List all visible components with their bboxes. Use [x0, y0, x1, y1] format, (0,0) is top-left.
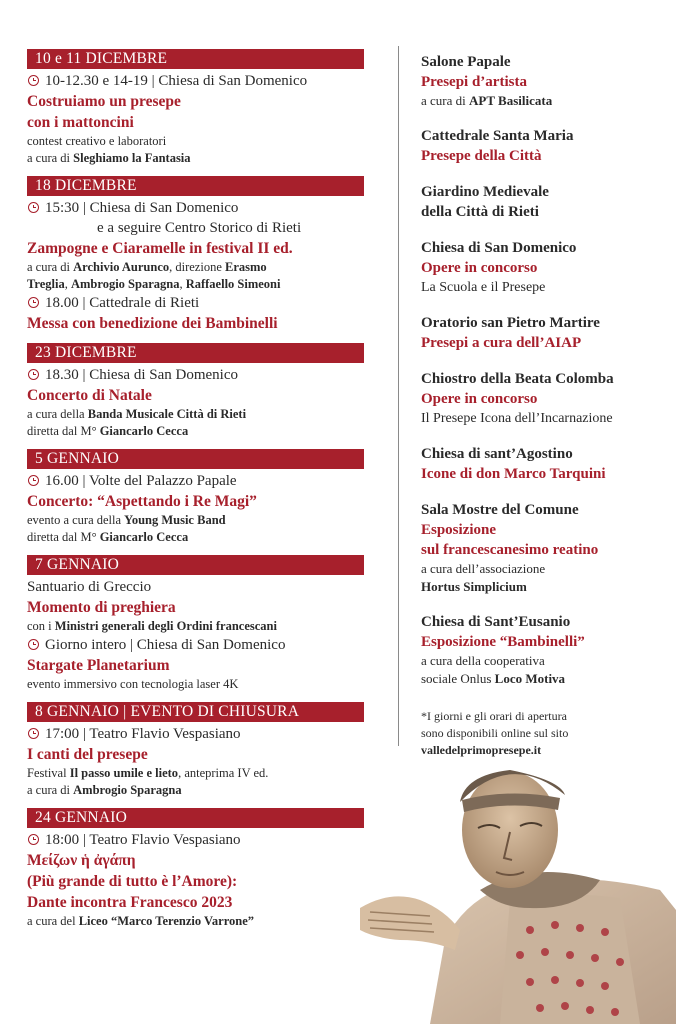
clock-icon: [28, 297, 39, 308]
venue-name: Oratorio san Pietro Martire: [421, 315, 600, 331]
event-credit: evento a cura della Young Music Band: [27, 513, 226, 527]
event-time-place: 18.00 | Cattedrale di Rieti: [27, 293, 364, 313]
venue-subtitle: La Scuola e il Presepe: [421, 280, 546, 295]
venue-exhibition: Esposizione: [421, 522, 497, 538]
event-title: Concerto: “Aspettando i Re Magi”: [27, 493, 257, 510]
venue-name: Salone Papale: [421, 54, 511, 70]
event-place: Santuario di Greccio: [27, 579, 152, 595]
event-time-place: 16.00 | Volte del Palazzo Papale: [27, 471, 364, 491]
venue-subtitle: Il Presepe Icona dell’Incarnazione: [421, 411, 613, 426]
venue-exhibition: Icone di don Marco Tarquini: [421, 466, 606, 482]
venue-exhibition: Esposizione “Bambinelli”: [421, 634, 585, 650]
venue-name: Sala Mostre del Comune: [421, 502, 579, 518]
venue-item: [421, 238, 666, 297]
event-credit: a cura di Ambrogio Sparagna: [27, 783, 182, 797]
event-credit: diretta dal M° Giancarlo Cecca: [27, 530, 189, 544]
venue-credit: Hortus Simplicium: [421, 579, 527, 594]
venue-name: Chiesa di Sant’Eusanio: [421, 614, 571, 630]
venue-credit: sociale Onlus Loco Motiva: [421, 671, 566, 686]
venue-item: [421, 500, 666, 596]
date-band: 7 GENNAIO: [27, 555, 364, 575]
event-title: Costruiamo un presepe: [27, 93, 181, 110]
event-credit: a cura di Sleghiamo la Fantasia: [27, 151, 191, 165]
clock-icon: [28, 75, 39, 86]
event-place-continued: e a seguire Centro Storico di Rieti: [97, 220, 302, 236]
venue-name: Chiostro della Beata Colomba: [421, 371, 614, 387]
event-note: evento immersivo con tecnologia laser 4K: [27, 677, 239, 691]
event-title: con i mattoncini: [27, 114, 134, 131]
venue-name: della Città di Rieti: [421, 204, 539, 220]
event-credit: Treglia, Ambrogio Sparagna, Raffaello Simeoni: [27, 277, 281, 291]
venue-item: [421, 369, 666, 428]
date-band: 24 GENNAIO: [27, 808, 364, 828]
event-title: Dante incontra Francesco 2023: [27, 894, 233, 911]
event-time-place: 18:00 | Teatro Flavio Vespasiano: [27, 830, 364, 850]
event-time-place: 18.30 | Chiesa di San Domenico: [27, 365, 364, 385]
event-title: I canti del presepe: [27, 746, 148, 763]
event-title: Concerto di Natale: [27, 387, 152, 404]
event-credit: a cura della Banda Musicale Città di Rieti: [27, 407, 247, 421]
event-credit: Festival Il passo umile e lieto, anteprima IV ed.: [27, 766, 269, 780]
venue-item: [421, 313, 666, 353]
venue-credit: a cura dell’associazione: [421, 561, 546, 576]
venue-exhibition: Opere in concorso: [421, 260, 538, 276]
venue-exhibition: Presepe della Città: [421, 148, 542, 164]
clock-icon: [28, 728, 39, 739]
date-band: 23 DICEMBRE: [27, 343, 364, 363]
event-time-place: 17:00 | Teatro Flavio Vespasiano: [27, 724, 364, 744]
venue-item: [421, 182, 666, 222]
events-column: [27, 49, 364, 930]
event-credit: diretta dal M° Giancarlo Cecca: [27, 424, 189, 438]
venue-exhibition: Opere in concorso: [421, 391, 538, 407]
date-band: 10 e 11 DICEMBRE: [27, 49, 364, 69]
clock-icon: [28, 639, 39, 650]
event-credit: a cura del Liceo “Marco Terenzio Varrone”: [27, 914, 255, 928]
footnote: *I giorni e gli orari di apertura sono disponibili online sul sito valledelprimopresepe.it: [421, 708, 666, 759]
column-divider: [398, 46, 399, 746]
venue-item: [421, 444, 666, 484]
event-credit: a cura di Archivio Aurunco, direzione Erasmo: [27, 260, 267, 274]
saint-fresco-illustration: [360, 740, 676, 1024]
venue-credit: a cura della cooperativa: [421, 653, 545, 668]
venue-name: Chiesa di San Domenico: [421, 240, 577, 256]
venue-item: [421, 52, 666, 110]
venue-name: Cattedrale Santa Maria: [421, 128, 574, 144]
clock-icon: [28, 834, 39, 845]
venue-exhibition: Presepi d’artista: [421, 74, 527, 90]
date-band: 8 GENNAIO | EVENTO DI CHIUSURA: [27, 702, 364, 722]
date-band: 5 GENNAIO: [27, 449, 364, 469]
exhibitions-column: [421, 52, 666, 759]
event-credit: con i Ministri generali degli Ordini francescani: [27, 619, 277, 633]
venue-item: [421, 126, 666, 166]
event-title: (Più grande di tutto è l’Amore):: [27, 873, 238, 890]
event-title: Momento di preghiera: [27, 599, 176, 616]
event-note: contest creativo e laboratori: [27, 134, 167, 148]
event-title: Μείζων ἡ ἀγάπη: [27, 852, 136, 869]
clock-icon: [28, 369, 39, 380]
venue-exhibition: Presepi a cura dell’AIAP: [421, 335, 582, 351]
event-title: Stargate Planetarium: [27, 657, 170, 674]
event-time-place: 10-12.30 e 14-19 | Chiesa di San Domenico: [27, 71, 364, 91]
venue-item: [421, 612, 666, 688]
venue-credit: a cura di APT Basilicata: [421, 93, 553, 108]
event-title: Messa con benedizione dei Bambinelli: [27, 315, 278, 332]
venue-name: Chiesa di sant’Agostino: [421, 446, 573, 462]
event-time-place: Giorno intero | Chiesa di San Domenico: [27, 635, 364, 655]
date-band: 18 DICEMBRE: [27, 176, 364, 196]
website-link[interactable]: valledelprimopresepe.it: [421, 743, 542, 757]
event-time-place: 15:30 | Chiesa di San Domenico: [27, 198, 364, 218]
venue-exhibition: sul francescanesimo reatino: [421, 542, 599, 558]
venue-name: Giardino Medievale: [421, 184, 549, 200]
clock-icon: [28, 202, 39, 213]
clock-icon: [28, 475, 39, 486]
event-title: Zampogne e Ciaramelle in festival II ed.: [27, 240, 293, 257]
